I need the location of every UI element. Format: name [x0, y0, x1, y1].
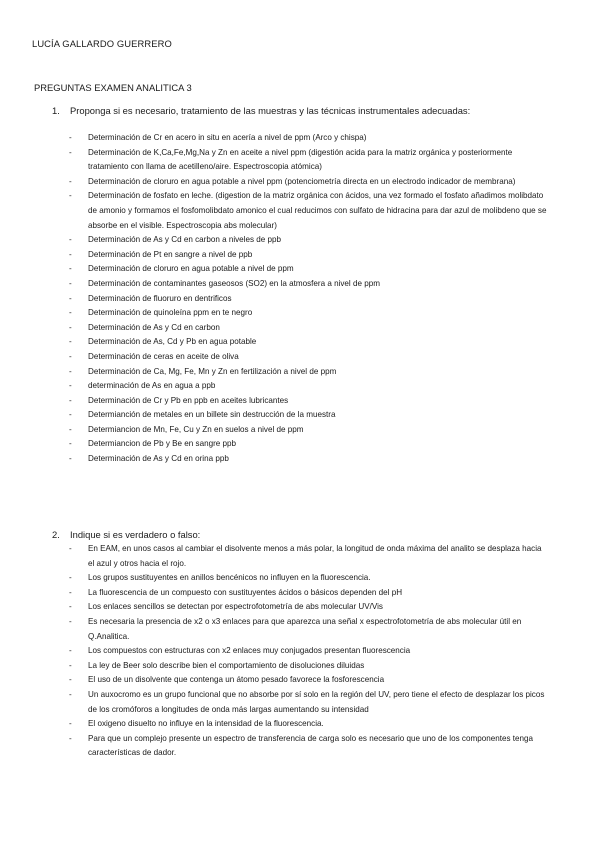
list-item-text: Determinación de As y Cd en carbon: [88, 322, 220, 332]
bullet-dash: -: [69, 410, 72, 420]
list-item-text: Para que un complejo presente un espectro de transferencia de carga solo es necesario que uno de los componentes tenga características de dador.: [88, 733, 533, 758]
list-item-text: Determinación de Pt en sangre a nivel de ppb: [88, 249, 253, 259]
list-item-text: La fluorescencia de un compuesto con sustituyentes ácidos o básicos dependen del pH: [88, 587, 403, 597]
list-item-text: determinación de As en agua a ppb: [88, 381, 216, 391]
list-item: [0, 321, 550, 336]
bullet-dash: -: [69, 176, 72, 186]
list-item-text: Los enlaces sencillos se detectan por espectrofotometría de abs molecular UV/Vis: [88, 602, 383, 612]
list-item: [0, 542, 550, 571]
bullet-dash: -: [69, 381, 72, 391]
bullet-dash: -: [69, 675, 72, 685]
list-item: [0, 189, 550, 233]
bullet-dash: -: [69, 733, 72, 743]
list-item: [0, 262, 550, 277]
list-item: [0, 408, 550, 423]
list-item: [0, 644, 550, 659]
list-item-text: El oxigeno disuelto no influye en la intensidad de la fluorescencia.: [88, 719, 324, 729]
list-item: [0, 571, 550, 586]
question-2: [52, 528, 552, 542]
list-item: [0, 732, 550, 761]
list-item-text: Determiancion de Pb y Be en sangre ppb: [88, 439, 237, 449]
question-number: 1.: [52, 105, 60, 116]
list-item-text: Determiancion de Mn, Fe, Cu y Zn en suelos a nivel de ppm: [88, 424, 304, 434]
list-item-text: Determinación de Ca, Mg, Fe, Mn y Zn en fertilización a nivel de ppm: [88, 366, 337, 376]
bullet-dash: -: [69, 602, 72, 612]
bullet-dash: -: [69, 293, 72, 303]
list-item-text: Es necesaria la presencia de x2 o x3 enlaces para que aparezca una señal x espectrofotometría de abs molecular útil en Q.Analitica.: [88, 616, 522, 641]
list-item: [0, 306, 550, 321]
list-item: [0, 175, 550, 190]
bullet-dash: -: [69, 322, 72, 332]
list-item: [0, 365, 550, 380]
list-item: [0, 717, 550, 732]
list-item-text: Determinación de Cr y Pb en ppb en aceites lubricantes: [88, 395, 289, 405]
list-item: [0, 379, 550, 394]
bullet-dash: -: [69, 660, 72, 670]
question-prompt: Proponga si es necesario, tratamiento de las muestras y las técnicas instrumentales adecuadas:: [70, 105, 471, 116]
question-1-items: [0, 131, 550, 467]
bullet-dash: -: [69, 147, 72, 157]
list-item-text: Determinación de ceras en aceite de oliva: [88, 351, 239, 361]
bullet-dash: -: [69, 424, 72, 434]
list-item: [0, 131, 550, 146]
list-item: [0, 615, 550, 644]
question-number: 2.: [52, 529, 60, 540]
bullet-dash: -: [69, 439, 72, 449]
list-item: [0, 233, 550, 248]
bullet-dash: -: [69, 308, 72, 318]
list-item-text: Determinación de As, Cd y Pb en agua potable: [88, 337, 257, 347]
list-item: [0, 248, 550, 263]
list-item-text: La ley de Beer solo describe bien el comportamiento de disoluciones diluidas: [88, 660, 365, 670]
bullet-dash: -: [69, 573, 72, 583]
list-item-text: El uso de un disolvente que contenga un átomo pesado favorece la fosforescencia: [88, 675, 385, 685]
bullet-dash: -: [69, 454, 72, 464]
bullet-dash: -: [69, 278, 72, 288]
list-item: [0, 350, 550, 365]
bullet-dash: -: [69, 191, 72, 201]
author-name: LUCÍA GALLARDO GUERRERO: [32, 38, 172, 49]
exam-title: PREGUNTAS EXAMEN ANALITICA 3: [34, 82, 192, 93]
list-item: [0, 423, 550, 438]
bullet-dash: -: [69, 719, 72, 729]
list-item: [0, 688, 550, 717]
list-item: [0, 335, 550, 350]
list-item-text: Determinación de As y Cd en orina ppb: [88, 454, 229, 464]
list-item-text: Determinación de contaminantes gaseosos (SO2) en la atmosfera a nivel de ppm: [88, 278, 380, 288]
list-item: [0, 437, 550, 452]
list-item-text: Determinación de Cr en acero in situ en acería a nivel de ppm (Arco y chispa): [88, 133, 367, 142]
list-item-text: Un auxocromo es un grupo funcional que no absorbe por sí solo en la región del UV, pero tiene el efecto de desplazar los picos de los cromóforos a longitudes de onda más largas aumentando su intensidad: [88, 689, 545, 714]
list-item-text: Determinación de fluoruro en dentrificos: [88, 293, 232, 303]
list-item: [0, 673, 550, 688]
list-item: [0, 586, 550, 601]
bullet-dash: -: [69, 689, 72, 699]
question-prompt: Indique si es verdadero o falso:: [70, 529, 201, 540]
list-item-text: Determinación de As y Cd en carbon a niveles de ppb: [88, 235, 282, 245]
bullet-dash: -: [69, 544, 72, 553]
list-item-text: Determinación de fosfato en leche. (digestion de la matriz orgánica con ácidos, una vez formado el fosfato añadimos molibdato de amonio y formamos el fosfomolibdato amonico el cual reducimos con sulfato de hidracina para dar azul de molibdeno que se absorbe en el visible. Espectroscopia abs molecular): [88, 191, 547, 230]
list-item-text: Determinación de cloruro en agua potable a nivel ppm (potenciometría directa en un electrodo indicador de membrana): [88, 176, 516, 186]
bullet-dash: -: [69, 616, 72, 626]
list-item-text: Los grupos sustituyentes en anillos bencénicos no influyen en la fluorescencia.: [88, 573, 371, 583]
list-item-text: Determinación de K,Ca,Fe,Mg,Na y Zn en aceite a nivel ppm (digestión acida para la matriz orgánica y posteriormente tratamiento con llama de acetilleno/aire. Espectroscopia atómica): [88, 147, 513, 172]
list-item: [0, 600, 550, 615]
bullet-dash: -: [69, 133, 72, 142]
bullet-dash: -: [69, 264, 72, 274]
list-item: [0, 277, 550, 292]
bullet-dash: -: [69, 351, 72, 361]
list-item-text: Determianción de metales en un billete sin destrucción de la muestra: [88, 410, 336, 420]
question-1: [52, 104, 552, 118]
list-item: [0, 452, 550, 467]
list-item-text: Determinación de cloruro en agua potable a nivel de ppm: [88, 264, 294, 274]
bullet-dash: -: [69, 646, 72, 656]
list-item: [0, 146, 550, 175]
bullet-dash: -: [69, 587, 72, 597]
bullet-dash: -: [69, 395, 72, 405]
bullet-dash: -: [69, 235, 72, 245]
list-item: [0, 394, 550, 409]
list-item-text: Determinación de quinoleína ppm en te negro: [88, 308, 253, 318]
bullet-dash: -: [69, 366, 72, 376]
list-item-text: Los compuestos con estructuras con x2 enlaces muy conjugados presentan fluorescencia: [88, 646, 411, 656]
list-item: [0, 292, 550, 307]
question-2-items: [0, 542, 550, 761]
bullet-dash: -: [69, 249, 72, 259]
list-item: [0, 659, 550, 674]
bullet-dash: -: [69, 337, 72, 347]
list-item-text: En EAM, en unos casos al cambiar el disolvente menos a más polar, la longitud de onda máxima del analito se desplaza hacia el azul y otros hacia el rojo.: [88, 544, 542, 568]
